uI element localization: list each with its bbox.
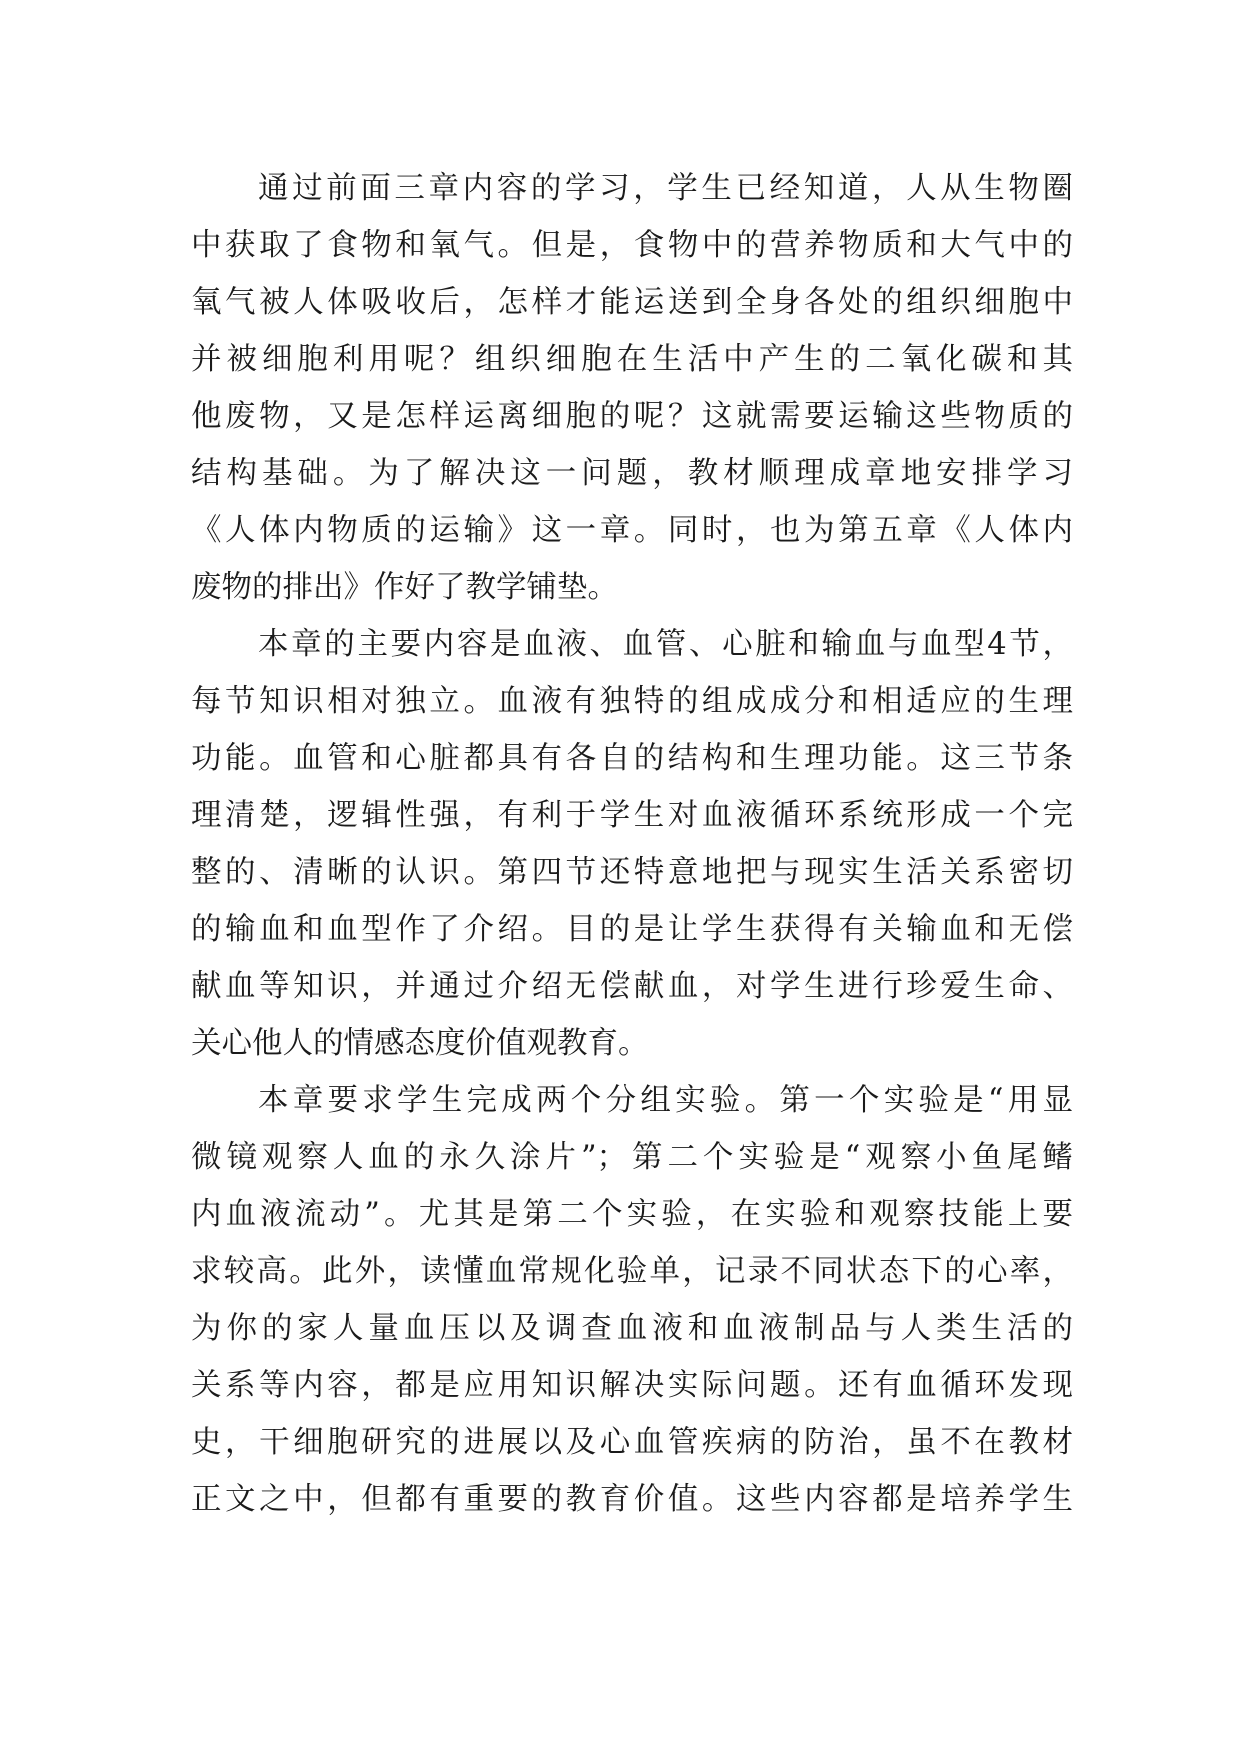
paragraph-3-line-3: 内血液流动”。尤其是第二个实验，在实验和观察技能上要 <box>191 1197 1073 1232</box>
paragraph-2-line-3: 功能。血管和心脏都具有各自的结构和生理功能。这三节条 <box>191 741 1073 776</box>
paragraph-1-line-7: 《人体内物质的运输》这一章。同时，也为第五章《人体内 <box>191 513 1073 548</box>
paragraph-3-line-2: 微镜观察人血的永久涂片”；第二个实验是“观察小鱼尾鳍 <box>191 1140 1073 1175</box>
paragraph-1-line-5: 他废物，又是怎样运离细胞的呢？这就需要运输这些物质的 <box>191 399 1073 434</box>
paragraph-1-line-1: 通过前面三章内容的学习，学生已经知道，人从生物圈 <box>258 171 1073 206</box>
paragraph-2-line-5: 整的、清晰的认识。第四节还特意地把与现实生活关系密切 <box>191 855 1073 890</box>
paragraph-2-line-4: 理清楚，逻辑性强，有利于学生对血液循环系统形成一个完 <box>191 798 1073 833</box>
paragraph-2-line-1: 本章的主要内容是血液、血管、心脏和输血与血型4节， <box>258 627 1073 662</box>
paragraph-3-line-6: 关系等内容，都是应用知识解决实际问题。还有血循环发现 <box>191 1368 1073 1403</box>
paragraph-3-line-4: 求较高。此外，读懂血常规化验单，记录不同状态下的心率， <box>191 1254 1073 1289</box>
paragraph-2-line-8: 关心他人的情感态度价值观教育。 <box>191 1026 649 1061</box>
paragraph-1-line-4: 并被细胞利用呢？组织细胞在生活中产生的二氧化碳和其 <box>191 342 1073 377</box>
paragraph-3-line-7: 史，干细胞研究的进展以及心血管疾病的防治，虽不在教材 <box>191 1425 1073 1460</box>
paragraph-3-line-1: 本章要求学生完成两个分组实验。第一个实验是“用显 <box>258 1083 1073 1118</box>
paragraph-2-line-6: 的输血和血型作了介绍。目的是让学生获得有关输血和无偿 <box>191 912 1073 947</box>
paragraph-1-line-6: 结构基础。为了解决这一问题，教材顺理成章地安排学习 <box>191 456 1073 491</box>
paragraph-1-line-8: 废物的排出》作好了教学铺垫。 <box>191 570 618 605</box>
paragraph-3-line-8: 正文之中，但都有重要的教育价值。这些内容都是培养学生 <box>191 1482 1073 1517</box>
paragraph-3-line-5: 为你的家人量血压以及调查血液和血液制品与人类生活的 <box>191 1311 1073 1346</box>
paragraph-1-line-3: 氧气被人体吸收后，怎样才能运送到全身各处的组织细胞中 <box>191 285 1073 320</box>
body-text <box>191 160 1073 1528</box>
paragraph-2-line-2: 每节知识相对独立。血液有独特的组成成分和相适应的生理 <box>191 684 1073 719</box>
paragraph-2-line-7: 献血等知识，并通过介绍无偿献血，对学生进行珍爱生命、 <box>191 969 1073 1004</box>
paragraph-1-line-2: 中获取了食物和氧气。但是，食物中的营养物质和大气中的 <box>191 228 1073 263</box>
